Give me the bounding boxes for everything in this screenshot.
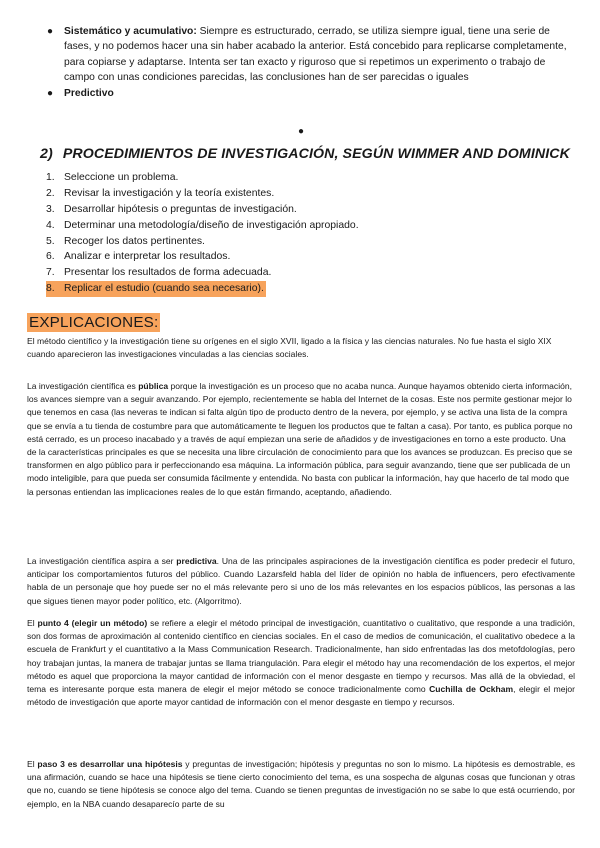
list-item xyxy=(46,24,574,86)
term-cuchilla-ockham: Cuchilla de Ockham xyxy=(429,684,514,695)
list-item: 6. Analizar e interpretar los resultados. xyxy=(46,251,231,263)
bullet-icon: ● xyxy=(47,87,54,99)
list-item: 3. Desarrollar hipótesis o preguntas de investigación. xyxy=(46,203,297,215)
bullet-icon: ● xyxy=(47,26,54,37)
paragraph-punto-4: El punto 4 (elegir un método) se refiere a elegir el método principal de investigación, cuantitativo o cualitativo, que responde a una tradición, son dos formas de aproximación al contenido científico en ciencias sociales. En el caso de medios de comunicación, el cualitativo obedece a la escuela de Frankfurt y el cuantitativo a la Mass Communication Research. Tradicionalmente, han sido enfrentadas las dos metofdologías, pero hoy trabajan juntas, la manera de trabajar juntas se llama triangulación. Para elegir el método hay una recomendación de los expertos, el mejor método es aquel que proporciona la mayor cantidad de información con el menor desgaste en tiempo y recursos. Mas allá de la obviedad, el tema es interesante porque esta manera de elegir el mejor método se conoce tradicionalmente como Cuchilla de Ockham, elegir el mejor método de investigación que aporte mayor cantidad de información con el menor desgaste en tiempo y recursos. xyxy=(27,618,575,708)
term-predictiva: predictiva xyxy=(176,556,217,566)
paragraph-predictiva: La investigación científica aspira a ser predictiva. Una de las principales aspiraciones de la investigación científica es poder predecir el futuro, anticipar los comportamientos futuros del público. Cuando Lazarsfeld habla del líder de opinión no habla de influencers, pero efectivamente habla de un personaje que hoy puede ser no el más relevante pero si uno de los más relevantes en los espacios públicos, las personas a las que sigues tienen mayor poder político, etc. (Algorritmo). xyxy=(27,556,575,606)
procedure-steps-list xyxy=(46,167,359,294)
highlighted-list-item: 8. Replicar el estudio (cuando sea necesario). xyxy=(46,281,266,297)
section-heading xyxy=(40,146,580,162)
term-paso-3: paso 3 es desarrollar una hipótesis xyxy=(37,759,183,769)
term-publica: pública xyxy=(138,381,169,391)
paragraph-publica: La investigación científica es pública porque la investigación es un proceso que no acaba nunca. Aunque hayamos obtenido cierta información, los avances siempre van a seguir avanzando. Por ejemplo, recientemente se habla del Internet de la cosas. Este nos permite gestionar mejor lo que tenemos en casa (las neveras te indican si falta algún tipo de producto dentro de la nevera, por ejemplo, y se activa una lista de la compra que se envía a tu tienda de costumbre para que automáticamente te lleguen los productos que te faltan a casa). Por tanto, es publica porque no está cerrado, es un proceso inacabado y a través de aquí empiezan una serie de añadidos y de investigaciones en torno a este producto. Una de la características principales es que se necesita una libre circulación de conocimiento para que los avances se produzcan. Es preciso que se transformen en algo público para ir perfeccionando esa máquina. La información pública, para seguir avanzando, tiene que ser publicada de un modo inteligible, para que pueda ser consumida fácilmente y entendida. No basta con publicar la información, hay que hacerlo de tal modo que la personas entiendan las implicaciones reales de lo que están firmando, aceptando, añadiendo. xyxy=(27,381,573,497)
paragraph-origins: El método científico y la investigación tiene su orígenes en el siglo XVII, ligado a la física y las ciencias naturales. No fue hasta el siglo XIX cuando aparecieron las investigaciones vinculadas a las ciencias sociales. xyxy=(27,336,552,360)
empty-bullet-icon: ● xyxy=(298,126,305,137)
paragraph-paso-3: El paso 3 es desarrollar una hipótesis y preguntas de investigación; hipótesis y preguntas no son lo mismo. La hipótesis es demostrable, es una afirmación, cuando se hace una hipótesis se tiene cierto conocimiento del tema, es una sospecha de algunas cosas que funcionan y otras que no, cuando se tiene hipótesis se conoce algo del tema. Cuando se tienen preguntas de investigación no se sabe lo que está ocurriendo, por ejemplo, en la NBA cuando desaparecío parte de su xyxy=(27,759,576,809)
bullet-text: Siempre es estructurado, cerrado, se utiliza siempre igual, tiene una serie de fases, y no podemos hacer una sin haber acabado la anterior. Está concebido para replicarse completamente, para copiarse y adaptarse. Intenta ser tan exacto y riguroso que si repetimos un experimento o trabajo de campo con unas condiciones parecidas, las conclusiones han de ser parecidas o iguales xyxy=(64,26,567,84)
list-item: 4. Determinar una metodología/diseño de investigación apropiado. xyxy=(46,219,359,231)
list-item xyxy=(46,86,574,101)
property-bullet-list xyxy=(46,24,574,101)
list-item: 5. Recoger los datos pertinentes. xyxy=(46,235,205,247)
list-item: 7. Presentar los resultados de forma adecuada. xyxy=(46,267,272,279)
explicaciones-heading: EXPLICACIONES: xyxy=(29,314,159,331)
term-punto-4: punto 4 (elegir un método) xyxy=(37,618,148,628)
section-number: 2) xyxy=(40,146,53,162)
bullet-term: Sistemático y acumulativo: xyxy=(64,26,197,37)
list-item: 1. Seleccione un problema. xyxy=(46,172,179,183)
list-item: 2. Revisar la investigación y la teoría existentes. xyxy=(46,187,275,199)
bullet-term: Predictivo xyxy=(64,87,114,99)
section-title: PROCEDIMIENTOS DE INVESTIGACIÓN, SEGÚN WIMMER AND DOMINICK xyxy=(62,146,570,162)
